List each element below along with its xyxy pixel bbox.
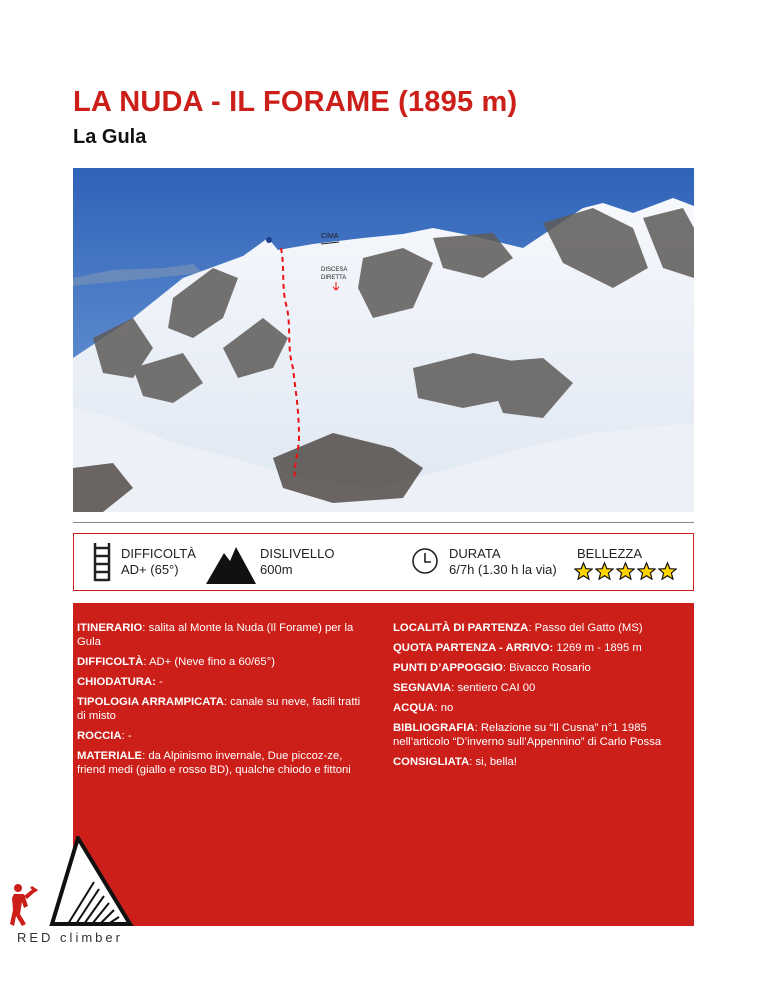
details-left-column	[77, 621, 365, 783]
climber-figure-icon	[10, 884, 38, 926]
star-icon	[574, 562, 593, 580]
detail-value: -	[159, 676, 163, 688]
summit-marker	[266, 237, 272, 243]
descent-label-line2: DIRETTA	[321, 275, 347, 281]
beauty-rating	[574, 562, 679, 580]
detail-separator: :	[121, 730, 128, 742]
summit-label: CIMA	[321, 233, 339, 240]
detail-value: 1269 m - 1895 m	[556, 642, 642, 654]
detail-separator: :	[502, 662, 510, 674]
detail-key: LOCALITÀ DI PARTENZA	[393, 622, 529, 634]
detail-item	[77, 749, 365, 777]
detail-item	[393, 721, 685, 749]
elevation-value: 600m	[260, 562, 293, 577]
detail-key: ACQUA	[393, 702, 435, 714]
ladder-icon	[91, 542, 113, 582]
detail-value: AD+ (Neve fino a 60/65°)	[148, 656, 275, 668]
logo-text: RED climber	[17, 930, 123, 945]
difficulty-label: DIFFICOLTÀ	[121, 546, 196, 561]
detail-key: MATERIALE	[77, 750, 143, 762]
detail-separator: :	[142, 750, 149, 762]
details-panel	[73, 603, 694, 926]
detail-key: BIBLIOGRAFIA	[393, 722, 475, 734]
detail-key: CHIODATURA:	[77, 676, 156, 688]
star-icon	[658, 562, 677, 580]
detail-item	[393, 661, 685, 675]
detail-separator: :	[142, 622, 149, 634]
detail-separator: :	[474, 722, 481, 734]
detail-key: ROCCIA	[77, 730, 122, 742]
star-icon	[616, 562, 635, 580]
page-subtitle: La Gula	[73, 126, 147, 148]
clock-icon	[411, 547, 439, 575]
detail-key: CONSIGLIATA	[393, 756, 470, 768]
detail-value: Bivacco Rosario	[509, 662, 591, 674]
detail-separator: :	[528, 622, 535, 634]
detail-separator: :	[143, 656, 149, 668]
detail-separator: :	[469, 756, 476, 768]
section-divider	[73, 522, 694, 523]
mountain-icon	[206, 545, 256, 584]
detail-key: ITINERARIO	[77, 622, 143, 634]
duration-value: 6/7h (1.30 h la via)	[449, 562, 557, 577]
detail-value: da Alpinismo invernale, Due piccoz-ze, friend medi (giallo e rosso BD), qualche chiodo e fittoni	[77, 750, 351, 776]
detail-key: PUNTI D’APPOGGIO	[393, 662, 503, 674]
elevation-label: DISLIVELLO	[260, 546, 335, 561]
summary-box	[73, 533, 694, 591]
detail-separator: :	[434, 702, 441, 714]
detail-value: Passo del Gatto (MS)	[534, 622, 643, 634]
descent-label-line1: DISCESA	[321, 267, 348, 273]
detail-item	[77, 675, 365, 689]
star-icon	[595, 562, 614, 580]
detail-value: si, bella!	[475, 756, 517, 768]
route-photo	[73, 168, 694, 512]
difficulty-value: AD+ (65°)	[121, 562, 179, 577]
detail-value: canale su neve, facili tratti di misto	[77, 696, 361, 722]
details-right-column	[393, 621, 685, 775]
detail-value: no	[440, 702, 454, 714]
detail-item	[393, 641, 685, 655]
duration-label: DURATA	[449, 546, 501, 561]
detail-item	[77, 621, 365, 649]
star-icon	[637, 562, 656, 580]
detail-item	[393, 681, 685, 695]
mountain-illustration	[73, 168, 694, 512]
detail-item	[393, 621, 685, 635]
detail-separator: :	[451, 682, 458, 694]
detail-item	[393, 755, 685, 769]
detail-key: QUOTA PARTENZA - ARRIVO:	[393, 642, 554, 654]
detail-value: sentiero CAI 00	[457, 682, 536, 694]
page-title: LA NUDA - IL FORAME (1895 m)	[73, 86, 518, 118]
detail-value: salita al Monte la Nuda (Il Forame) per la Gula	[77, 622, 354, 648]
detail-item	[77, 695, 365, 723]
detail-value: Relazione su “Il Cusna” n°1 1985 nell’articolo “D’inverno sull’Appennino” di Carlo Possa	[393, 722, 662, 748]
detail-item	[77, 729, 365, 743]
detail-key: DIFFICOLTÀ	[77, 656, 144, 668]
detail-separator: :	[223, 696, 231, 708]
detail-item	[77, 655, 365, 669]
beauty-label: BELLEZZA	[577, 546, 643, 561]
detail-key: TIPOLOGIA ARRAMPICATA	[77, 696, 224, 708]
detail-value: -	[127, 730, 132, 742]
detail-item	[393, 701, 685, 715]
detail-key: SEGNAVIA	[393, 682, 452, 694]
